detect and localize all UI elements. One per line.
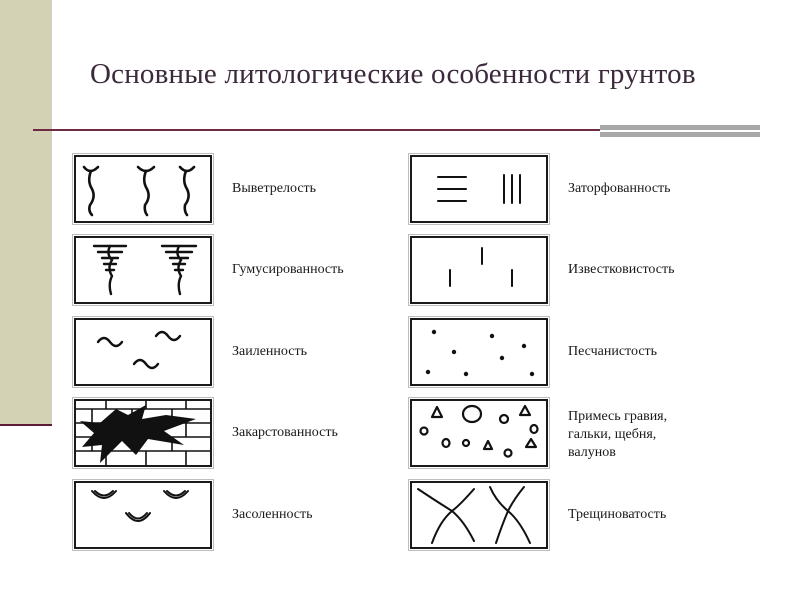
slide-title: Основные литологические особенности грунтов [90,58,696,90]
sandiness-symbol-icon [410,318,548,386]
gravel-symbol-icon [410,399,548,467]
label-silt: Заиленность [232,344,307,359]
karst-symbol-icon [74,399,212,467]
weathering-symbol-icon [74,155,212,223]
label-peat: Заторфованность [568,181,671,196]
label-calcareous: Известковистость [568,262,675,277]
humus-symbol-icon [74,236,212,304]
label-karst: Закарстованность [232,425,338,440]
calcareous-symbol-icon [410,236,548,304]
label-sandiness: Песчанистость [568,344,658,359]
label-fracture: Трещиноватость [568,507,667,522]
fracture-symbol-icon [410,481,548,549]
label-salinity: Засоленность [232,507,313,522]
title-divider [33,129,603,131]
salinity-symbol-icon [74,481,212,549]
label-humus: Гумусированность [232,262,344,277]
peat-symbol-icon [410,155,548,223]
label-weathering: Выветрелость [232,181,317,196]
left-accent-bar [0,0,52,424]
label-gravel: Примесь гравия, гальки, щебня, валунов [568,409,668,460]
title-divider-accent-gap [600,130,760,132]
left-accent-underline [0,424,52,426]
silt-symbol-icon [74,318,212,386]
